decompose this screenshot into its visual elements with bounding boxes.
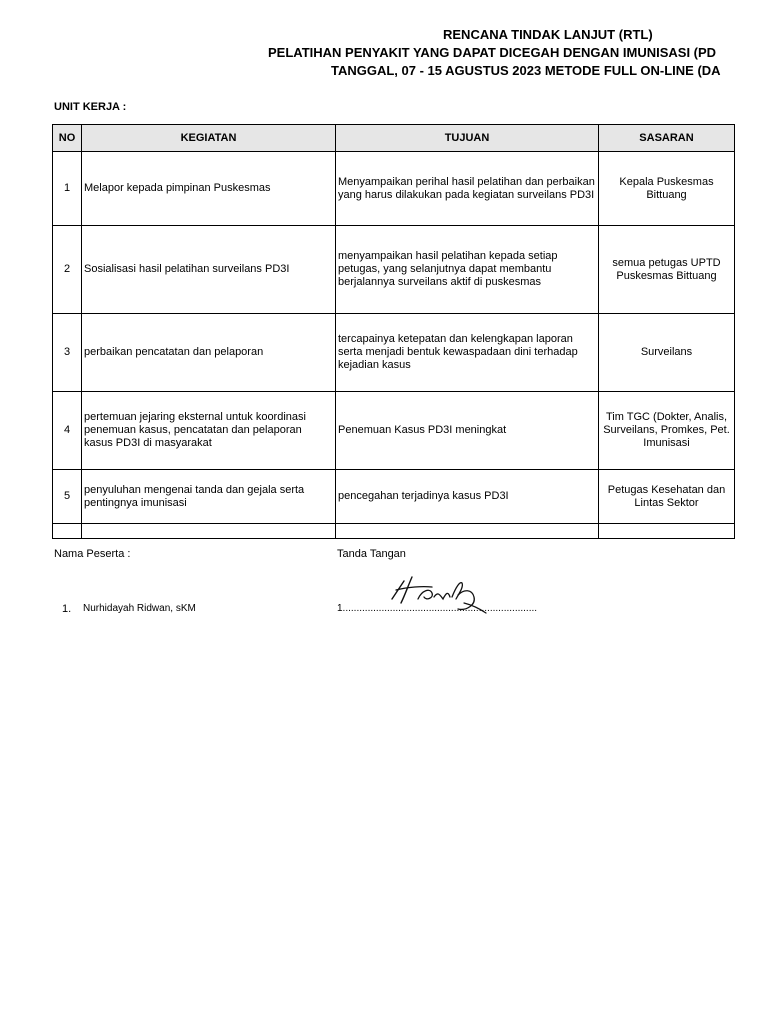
row-no: 5	[53, 470, 82, 524]
table-row	[53, 392, 735, 470]
empty-cell	[82, 524, 336, 539]
row-sasaran: Tim TGC (Dokter, Analis, Surveilans, Promkes, Pet. Imunisasi	[599, 392, 735, 470]
row-kegiatan: pertemuan jejaring eksternal untuk koordinasi penemuan kasus, pencatatan dan pelaporan kasus PD3I di masyarakat	[82, 392, 336, 470]
table-row	[53, 314, 735, 392]
signature-line: 1......................................................................	[337, 603, 538, 614]
table-header-row	[53, 125, 735, 152]
table-row	[53, 152, 735, 226]
row-kegiatan: Melapor kepada pimpinan Puskesmas	[82, 152, 336, 226]
unit-kerja-label: UNIT KERJA :	[54, 101, 127, 113]
row-sasaran: Petugas Kesehatan dan Lintas Sektor	[599, 470, 735, 524]
row-tujuan: menyampaikan hasil pelatihan kepada setiap petugas, yang selanjutnya dapat membantu berjalannya surveilans aktif di puskesmas	[336, 226, 599, 314]
empty-cell	[599, 524, 735, 539]
rtl-table	[52, 124, 735, 539]
participant-name: Nurhidayah Ridwan, sKM	[83, 603, 196, 614]
row-tujuan: Menyampaikan perihal hasil pelatihan dan perbaikan yang harus dilakukan pada kegiatan surveilans PD3I	[336, 152, 599, 226]
column-header-sasaran: SASARAN	[599, 125, 735, 152]
empty-cell	[336, 524, 599, 539]
empty-cell	[53, 524, 82, 539]
table-row	[53, 470, 735, 524]
row-tujuan: pencegahan terjadinya kasus PD3I	[336, 470, 599, 524]
row-tujuan: tercapainya ketepatan dan kelengkapan laporan serta menjadi bentuk kewaspadaan dini terhadap kejadian kasus	[336, 314, 599, 392]
participant-name-label: Nama Peserta :	[54, 548, 131, 560]
column-header-no: NO	[53, 125, 82, 152]
row-sasaran: Surveilans	[599, 314, 735, 392]
row-kegiatan: penyuluhan mengenai tanda dan gejala serta pentingnya imunisasi	[82, 470, 336, 524]
document-title: RENCANA TINDAK LANJUT (RTL)	[443, 27, 653, 42]
column-header-kegiatan: KEGIATAN	[82, 125, 336, 152]
handwritten-signature	[388, 573, 498, 618]
document-subtitle: PELATIHAN PENYAKIT YANG DAPAT DICEGAH DENGAN IMUNISASI (PD	[268, 45, 717, 60]
row-no: 1	[53, 152, 82, 226]
document-date-line: TANGGAL, 07 - 15 AGUSTUS 2023 METODE FULL ON-LINE (DA	[331, 63, 721, 78]
column-header-tujuan: TUJUAN	[336, 125, 599, 152]
signature-label: Tanda Tangan	[337, 548, 406, 560]
row-no: 3	[53, 314, 82, 392]
table-row-empty	[53, 524, 735, 539]
row-sasaran: semua petugas UPTD Puskesmas Bittuang	[599, 226, 735, 314]
row-no: 4	[53, 392, 82, 470]
row-no: 2	[53, 226, 82, 314]
row-sasaran: Kepala Puskesmas Bittuang	[599, 152, 735, 226]
row-kegiatan: Sosialisasi hasil pelatihan surveilans PD3I	[82, 226, 336, 314]
row-tujuan: Penemuan Kasus PD3I meningkat	[336, 392, 599, 470]
participant-number: 1.	[62, 603, 72, 615]
row-kegiatan: perbaikan pencatatan dan pelaporan	[82, 314, 336, 392]
table-row	[53, 226, 735, 314]
